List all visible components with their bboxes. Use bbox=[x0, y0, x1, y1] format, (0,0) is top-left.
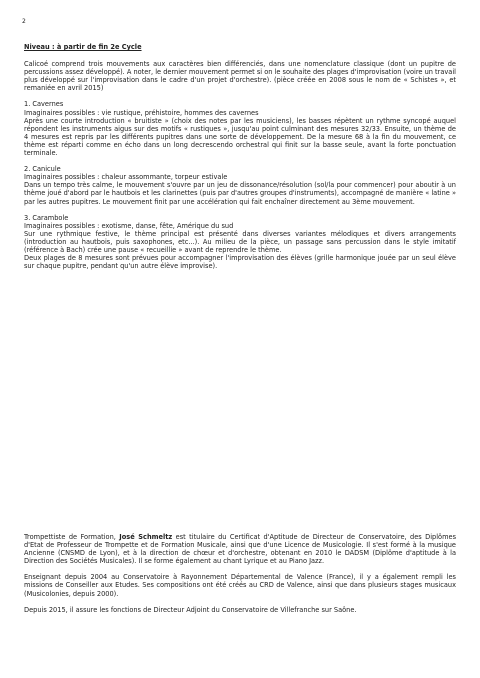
section-text-carambole: Sur une rythmique festive, le thème principal est présenté dans diverses variantes mélodiques et divers arrangements (introduction au hautbois, puis saxophones, etc...). Au milieu de la pièce, un passage sans percussion dans le style imitatif (référence à Bach) crée une pause « recueillie » avant de reprendre le thème. bbox=[24, 229, 456, 254]
composer-biography bbox=[24, 533, 456, 614]
section-text-cavernes: Après une courte introduction « bruitiste » (choix des notes par les musiciens), les basses répètent un rythme syncopé auquel répondent les instruments aigus sur des motifs « rustiques », jusqu'au point culminant des mesures 32/33. Ensuite, un thème de 4 mesures est repris par les différents pupitres dans une sorte de développement. De la mesure 68 à la fin du mouvement, ce thème est réparti comme en écho dans un long decrescendo orchestral qui finit sur la basse seule, avant la forte ponctuation terminale. bbox=[24, 116, 456, 158]
level-heading: Niveau : à partir de fin 2e Cycle bbox=[24, 43, 142, 51]
bio-paragraph-2: Enseignant depuis 2004 au Conservatoire à Rayonnement Départemental de Valence (France), il y a également rempli les missions de Conseiller aux Etudes. Ses compositions ont été créés au CRD de Valence, ainsi que dans plusieurs stages musicaux (Musicolonies, depuis 2000). bbox=[24, 573, 456, 598]
section-extra-carambole: Deux plages de 8 mesures sont prévues pour accompagner l'improvisation des élèves (grille harmonique jouée par un seul élève sur chaque pupitre, pendant qu'un autre élève improvise). bbox=[24, 254, 456, 271]
intro-paragraph: Calicoé comprend trois mouvements aux caractères bien différenciés, dans une nomenclature classique (dont un pupitre de percussions assez développé). A noter, le dernier mouvement permet si on le souhaite des plages d'improvisation (voire un travail plus développé sur l'improvisation dans le cadre d'un projet d'orchestre). (pièce créée en 2008 sous le nom de « Schistes », et remaniée en avril 2015) bbox=[24, 60, 456, 93]
section-title-canicule: 2. Canicule bbox=[24, 165, 61, 174]
composer-name: José Schmeltz bbox=[119, 533, 173, 541]
bio-intro-text: Trompettiste de Formation, bbox=[24, 533, 120, 541]
program-notes bbox=[24, 43, 456, 270]
section-subtitle-cavernes: Imaginaires possibles : vie rustique, préhistoire, hommes des cavernes bbox=[24, 108, 259, 117]
section-subtitle-carambole: Imaginaires possibles : exotisme, danse, fête, Amérique du sud bbox=[24, 221, 234, 230]
page-number: 2 bbox=[22, 18, 26, 25]
bio-paragraph-1 bbox=[24, 533, 456, 565]
section-subtitle-canicule: Imaginaires possibles : chaleur assommante, torpeur estivale bbox=[24, 173, 228, 182]
section-title-cavernes: 1. Cavernes bbox=[24, 100, 64, 109]
section-text-canicule: Dans un tempo très calme, le mouvement s'ouvre par un jeu de dissonance/résolution (sol/la pour commencer) pour aboutir à un thème joué d'abord par le hautbois et les clarinettes (puis par d'autres groupes d'instruments), accompagné de manière « latine » par les autres pupitres. Le mouvement finit par une accélération qui fait enchaîner directement au 3ème mouvement. bbox=[24, 181, 456, 206]
bio-credentials-text: est titulaire du Certificat d'Aptitude de Directeur de Conservatoire, des Diplômes d'Etat de Professeur de Trompette et de Formation Musicale, ainsi que d'une Licence de Musicologie. Il s'est formé à la musique Ancienne (CNSMD de Lyon), et à la direction de chœur et d'orchestre, obtenant en 2010 le DADSM (Diplôme d'aptitude à la Direction des Sociétés Musicales). Il se forme également au chant Lyrique et au Piano Jazz. bbox=[24, 533, 457, 566]
bio-paragraph-3: Depuis 2015, il assure les fonctions de Directeur Adjoint du Conservatoire de Villefranche sur Saône. bbox=[24, 605, 357, 614]
section-title-carambole: 3. Carambole bbox=[24, 213, 69, 222]
